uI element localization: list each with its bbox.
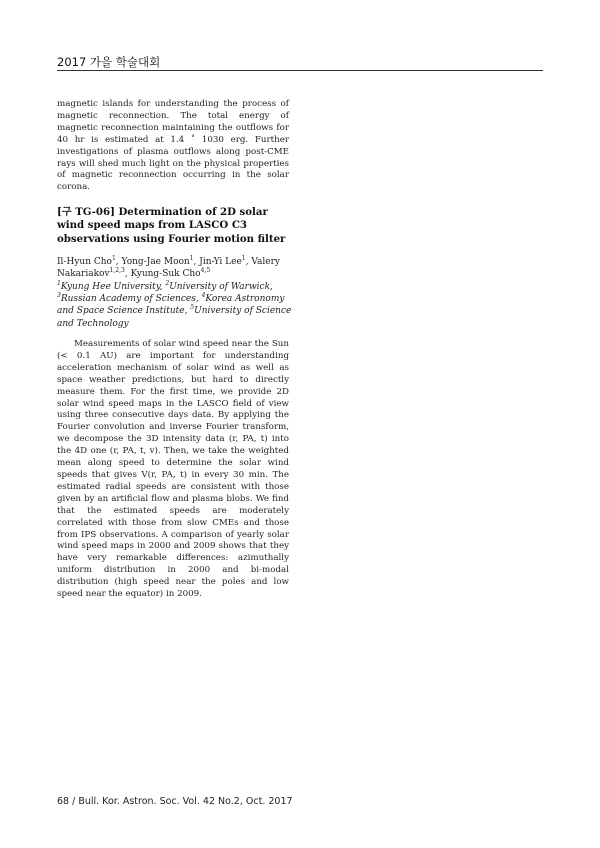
affiliation: Kyung Hee University bbox=[60, 282, 160, 292]
affil-mark: 3 bbox=[57, 292, 61, 300]
author-name: Jin-Yi Lee bbox=[199, 257, 242, 267]
affil-mark: 2 bbox=[165, 280, 170, 287]
intro-section bbox=[57, 99, 289, 194]
abstract-title: [구 TG-06] Determination of 2D solar wind speed maps from LASCO C3 observations using Fourier motion filter bbox=[57, 206, 286, 245]
affil-mark: 1 bbox=[57, 280, 61, 287]
author-list: Il-Hyun Cho$^1$, Yong-Jae Moon$^1$, Jin-Yi Lee$^1$, Valery Nakariakov$^{1,2,3}$, Kyung-Suk Cho$^{4,5}$ bbox=[57, 255, 280, 280]
author-name: Kyung-Suk Cho bbox=[130, 269, 201, 280]
running-header: 2017 가을 학술대회 bbox=[57, 55, 161, 69]
author-name: Il-Hyun Cho bbox=[57, 257, 112, 267]
abstract-body: Measurements of solar wind speed near the Sun (< 0.1 AU) are important for understanding acceleration mechanism of solar wind as well as space weather predictions, but hard to directly measure them. For the first time, we provide 2D solar wind speed maps in the LASCO field of view using three consecutive days data. By applying the Fourier convolution and inverse Fourier transform, we decompose the 3D intensity data (r, PA, t) into the 4D one (r, PA, t, v). Then, we take the weighted mean along speed to determine the solar wind speeds that gives V(r, PA, t) in every 30 min. The estimated radial speeds are consistent with those given by an artificial flow and plasma blobs. We find that the estimated speeds are moderately correlated with those from slow CMEs and those from IPS observations. A comparison of yearly solar wind speed maps in 2000 and 2009 shows that they have very remarkable differences: azimuthally uniform distribution in 2000 and bi-modal distribution (high speed near the poles and low speed near the equator) in 2009. bbox=[57, 339, 289, 600]
author-name: Yong-Jae Moon bbox=[121, 257, 190, 267]
affiliation-list: $^1$Kyung Hee University, $^2$University of Warwick, $^3$Russian Academy of Sciences, $^4$Korea Astronomy and Space Science Institute, $^5$University of Science and Technology bbox=[57, 280, 292, 329]
author-affil-mark: 1 bbox=[189, 255, 194, 262]
author-affil-mark: 1 bbox=[111, 255, 116, 262]
affil-mark: 4 bbox=[201, 292, 206, 300]
page-footer: 68 / Bull. Kor. Astron. Soc. Vol. 42 No.2, Oct. 2017 bbox=[57, 796, 293, 807]
author-affil-mark: 1,2,3 bbox=[109, 267, 125, 275]
affil-mark: 5 bbox=[190, 304, 195, 312]
author-name: Valery Nakariakov bbox=[57, 257, 280, 280]
affiliation: University of Warwick bbox=[169, 282, 271, 292]
affiliation: University of Science and Technology bbox=[57, 306, 292, 329]
intro-paragraph: magnetic islands for understanding the process of magnetic reconnection. The total energy of magnetic reconnection maintaining the outflows for 40 hr is estimated at 1.4 ˚ 1030 erg. Further investigations of plasma outflows along post-CME rays will shed much light on the physical properties of magnetic reconnection occurring in the solar corona. bbox=[57, 99, 289, 193]
author-affil-mark: 4,5 bbox=[200, 267, 211, 275]
affiliation: Russian Academy of Sciences bbox=[60, 294, 196, 305]
header-divider bbox=[57, 70, 543, 71]
author-affil-mark: 1 bbox=[241, 255, 246, 262]
abstract-body-section bbox=[57, 339, 289, 601]
affiliation: Korea Astronomy and Space Science Institute bbox=[57, 294, 285, 317]
